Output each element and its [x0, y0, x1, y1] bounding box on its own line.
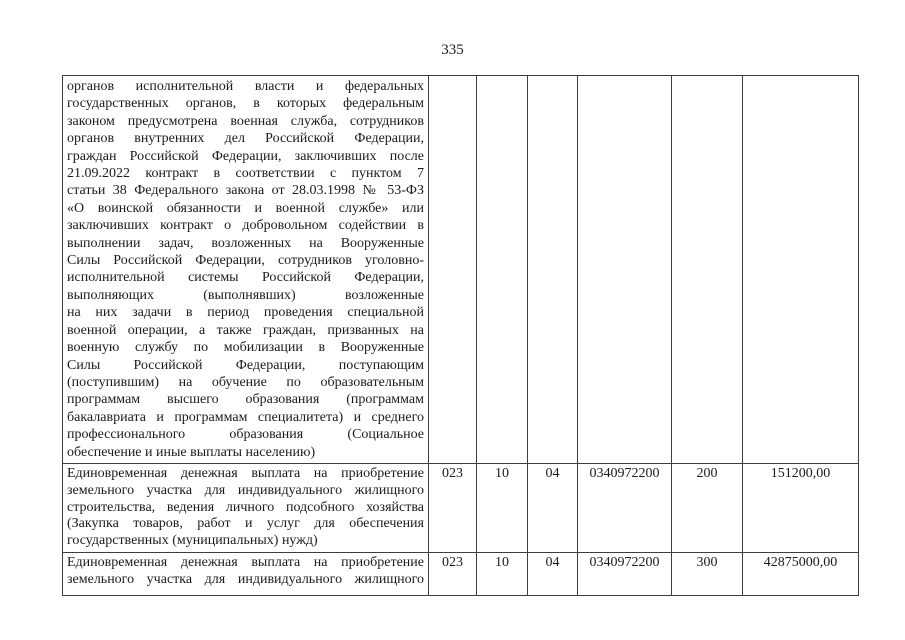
cell-target-article-code: 0340972200 [578, 463, 672, 552]
cell-grbs-code [429, 76, 477, 464]
cell-expense-name: Единовременная денежная выплата на приобретение земельного участка для индивидуального жилищного строительства, ведения личного подсобного хозяйства (Закупка товаров, работ и услуг для обеспечения государственных (муниципальных) нужд) [63, 463, 429, 552]
cell-target-article-code: 0340972200 [578, 552, 672, 595]
cell-expense-name: Единовременная денежная выплата на приобретение земельного участка для индивидуального жилищного [63, 552, 429, 595]
cell-razdel-code: 10 [477, 463, 528, 552]
cell-podrazdel-code [528, 76, 578, 464]
cell-expense-type-code: 200 [672, 463, 743, 552]
budget-table [62, 75, 859, 596]
cell-amount: 151200,00 [743, 463, 859, 552]
cell-expense-type-code [672, 76, 743, 464]
cell-amount: 42875000,00 [743, 552, 859, 595]
table-row [63, 463, 859, 552]
cell-podrazdel-code: 04 [528, 463, 578, 552]
cell-grbs-code: 023 [429, 463, 477, 552]
cell-razdel-code: 10 [477, 552, 528, 595]
table-row [63, 552, 859, 595]
cell-expense-name: органов исполнительной власти и федеральных государственных органов, в которых федеральным законом предусмотрена военная служба, сотрудников органов внутренних дел Российской Федерации, граждан Российской Федерации, заключивших после 21.09.2022 контракт в соответствии с пунктом 7 статьи 38 Федерального закона от 28.03.1998 № 53-ФЗ «О воинской обязанности и военной службе» или заключивших контракт о добровольном содействии в выполнении задач, возложенных на Вооруженные Силы Российской Федерации, сотрудников уголовно- исполнительной системы Российской Федерации, выполняющих (выполнявших) возложенные на них задачи в период проведения специальной военной операции, а также граждан, призванных на военную службу по мобилизации в Вооруженные Силы Российской Федерации, поступающим (поступившим) на обучение по образовательным программам высшего образования (программам бакалавриата и программам специалитета) и среднего профессионального образования (Социальное обеспечение и иные выплаты населению) [63, 76, 429, 464]
cell-target-article-code [578, 76, 672, 464]
cell-amount [743, 76, 859, 464]
cell-expense-type-code: 300 [672, 552, 743, 595]
cell-grbs-code: 023 [429, 552, 477, 595]
cell-razdel-code [477, 76, 528, 464]
cell-podrazdel-code: 04 [528, 552, 578, 595]
table-row [63, 76, 859, 464]
page-number: 335 [441, 42, 464, 58]
